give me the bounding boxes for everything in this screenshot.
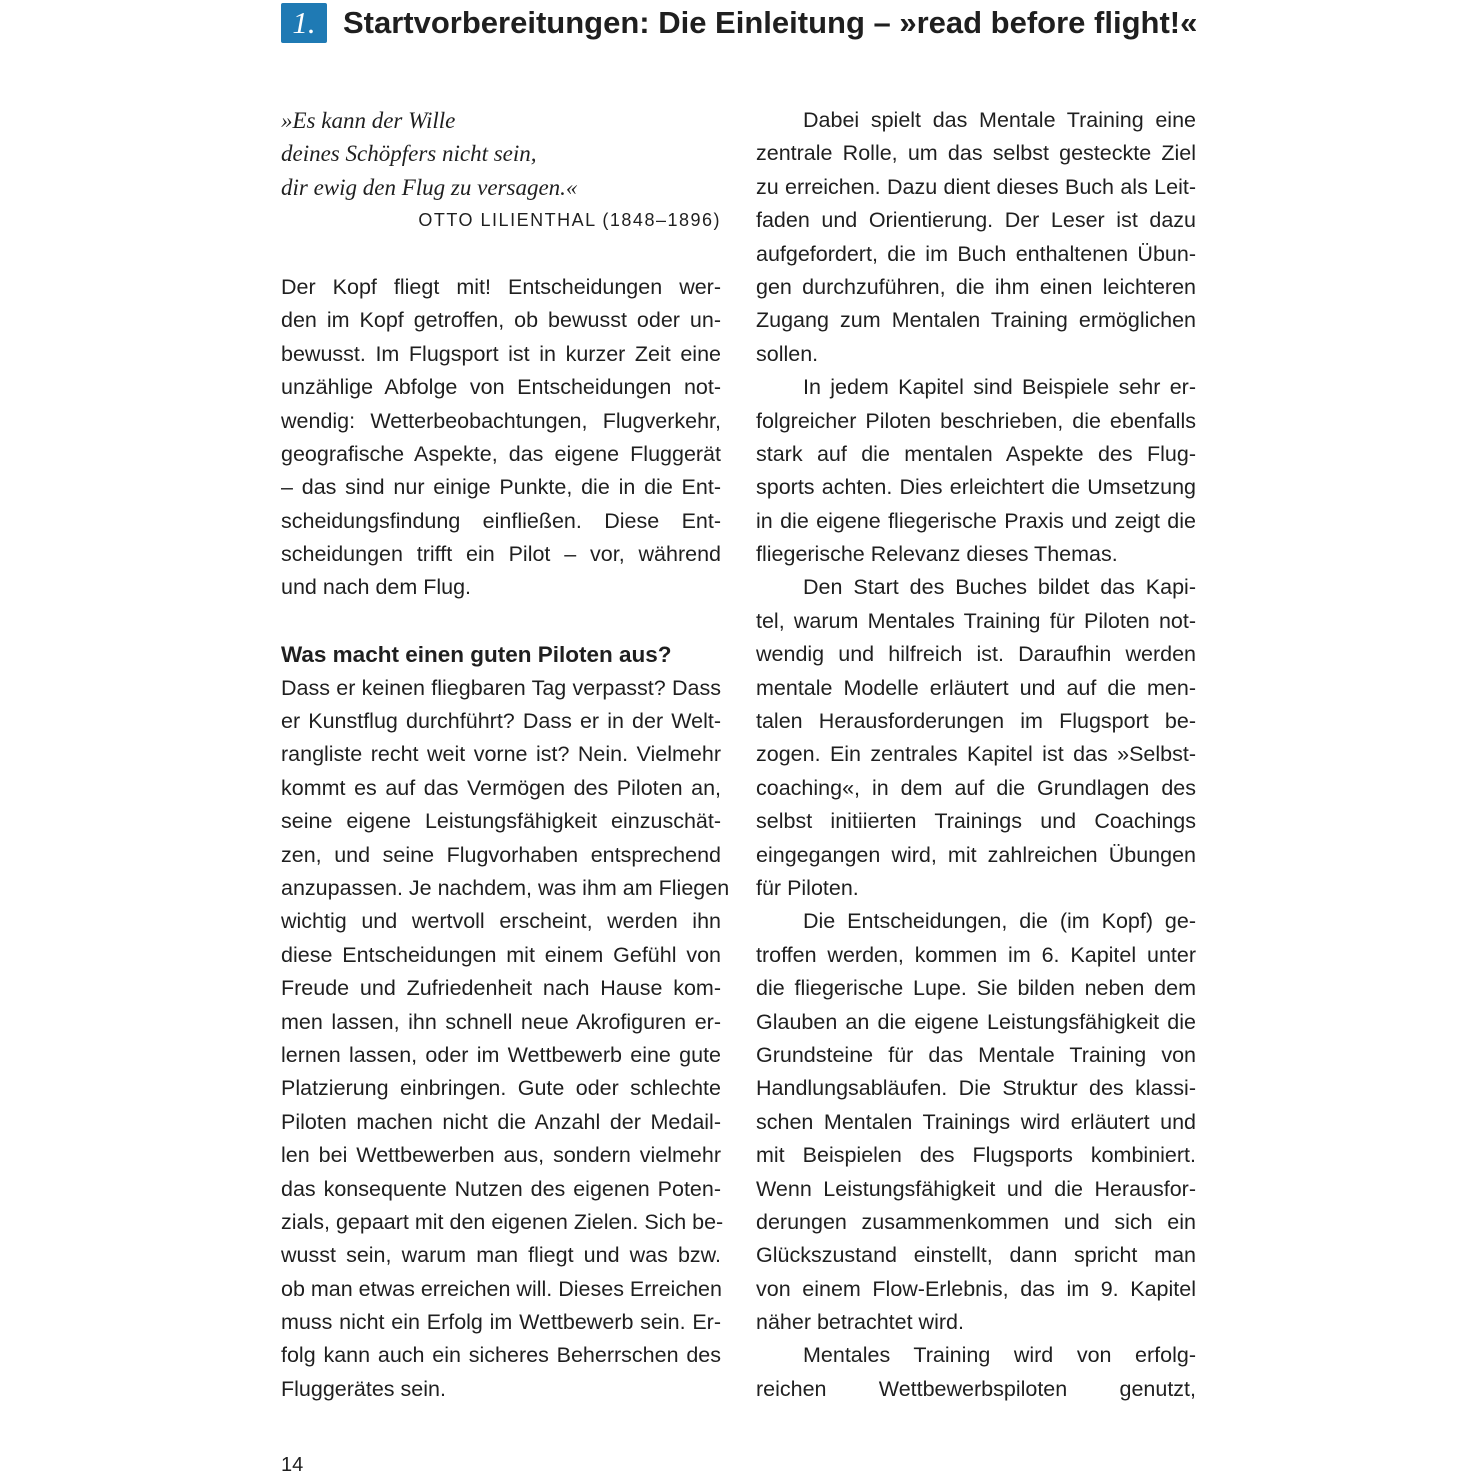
text-line: Grundsteine für das Mentale Training von bbox=[756, 1042, 1196, 1067]
text-line: reichen Wettbewerbspiloten genutzt, bbox=[756, 1376, 1196, 1401]
text-line: Mentales Training wird von erfolg- bbox=[803, 1343, 1196, 1368]
text-line: Dass er keinen fliegbaren Tag verpasst? Dass bbox=[281, 675, 721, 700]
chapter-title: Startvorbereitungen: Die Einleitung – »read before flight!« bbox=[343, 5, 1198, 40]
intro-paragraph bbox=[281, 271, 721, 605]
text-line: näher betrachtet wird. bbox=[756, 1310, 964, 1335]
text-line: Piloten machen nicht die Anzahl der Medail- bbox=[281, 1109, 721, 1134]
text-line: Glauben an die eigene Leistungsfähigkeit die bbox=[756, 1009, 1196, 1034]
text-line: zogen. Ein zentrales Kapitel ist das »Selbst- bbox=[756, 742, 1196, 767]
text-line: von einem Flow-Erlebnis, das im 9. Kapitel bbox=[756, 1276, 1196, 1301]
text-line: wendig und hilfreich ist. Daraufhin werden bbox=[756, 642, 1196, 667]
text-line: tel, warum Mentales Training für Piloten not- bbox=[756, 608, 1196, 633]
text-line: scheidungen trifft ein Pilot – vor, während bbox=[281, 542, 721, 567]
text-line: kommt es auf das Vermögen des Piloten an, bbox=[281, 775, 721, 800]
text-line: aufgefordert, die im Buch enthaltenen Übun- bbox=[756, 241, 1196, 266]
epigraph-author: OTTO LILIENTHAL (1848–1896) bbox=[418, 210, 721, 231]
left-column bbox=[281, 104, 730, 1406]
text-line: zentrale Rolle, um das selbst gesteckte Ziel bbox=[756, 141, 1196, 166]
text-line: zials, gepaart mit den eigenen Zielen. Sich be- bbox=[281, 1209, 724, 1234]
text-line: mentale Modelle erläutert und auf die men- bbox=[756, 675, 1196, 700]
text-line: Glückszustand einstellt, dann spricht man bbox=[756, 1243, 1196, 1268]
text-line: scheidungsfindung einfließen. Diese Ent- bbox=[281, 508, 721, 533]
text-line: schen Mentalen Trainings wird erläutert und bbox=[756, 1109, 1196, 1134]
text-line: sports achten. Dies erleichtert die Umsetzung bbox=[756, 475, 1196, 500]
body-paragraph bbox=[281, 672, 730, 1407]
page-number: 14 bbox=[281, 1454, 304, 1476]
section-heading: Was macht einen guten Piloten aus? bbox=[281, 642, 672, 668]
text-line: für Piloten. bbox=[756, 875, 859, 900]
text-line: folgreicher Piloten beschrieben, die ebenfalls bbox=[756, 408, 1196, 433]
text-line: bewusst. Im Flugsport ist in kurzer Zeit eine bbox=[281, 341, 721, 366]
text-line: men lassen, ihn schnell neue Akrofiguren er- bbox=[281, 1009, 721, 1034]
text-line: derungen zusammenkommen und sich ein bbox=[756, 1209, 1196, 1234]
text-line: geografische Aspekte, das eigene Fluggerät bbox=[281, 441, 721, 466]
text-line: Handlungsabläufen. Die Struktur des klassi- bbox=[756, 1076, 1196, 1101]
text-line: troffen werden, kommen im 6. Kapitel unter bbox=[756, 942, 1196, 967]
text-line: talen Herausforderungen im Flugsport be- bbox=[756, 709, 1196, 734]
text-line: mit Beispielen des Flugsports kombiniert. bbox=[756, 1143, 1196, 1168]
text-line: selbst initiierten Trainings und Coachings bbox=[756, 809, 1196, 834]
text-line: das konsequente Nutzen des eigenen Poten- bbox=[281, 1176, 721, 1201]
text-line: diese Entscheidungen mit einem Gefühl von bbox=[281, 942, 721, 967]
text-line: wendig: Wetterbeobachtungen, Flugverkehr, bbox=[281, 408, 721, 433]
text-line: Zugang zum Mentalen Training ermöglichen bbox=[756, 308, 1196, 333]
text-line: Wenn Leistungsfähigkeit und die Herausfor- bbox=[756, 1176, 1196, 1201]
text-line: Die Entscheidungen, die (im Kopf) ge- bbox=[803, 909, 1196, 934]
epigraph-line: deines Schöpfers nicht sein, bbox=[281, 141, 537, 167]
text-line: len bei Wettbewerben aus, sondern vielmehr bbox=[281, 1143, 721, 1168]
text-line: – das sind nur einige Punkte, die in die Ent- bbox=[281, 475, 721, 500]
text-line: Freude und Zufriedenheit nach Hause kom- bbox=[281, 976, 721, 1001]
text-line: er Kunstflug durchführt? Dass er in der Welt- bbox=[281, 709, 721, 734]
text-line: faden und Orientierung. Der Leser ist dazu bbox=[756, 208, 1196, 233]
text-line: zen, und seine Flugvorhaben entsprechend bbox=[281, 842, 721, 867]
text-line: wichtig und wertvoll erscheint, werden ihn bbox=[281, 909, 721, 934]
text-line: coaching«, in dem auf die Grundlagen des bbox=[756, 775, 1196, 800]
text-line: In jedem Kapitel sind Beispiele sehr er- bbox=[803, 375, 1196, 400]
text-line: die fliegerische Lupe. Sie bilden neben dem bbox=[756, 976, 1196, 1001]
text-line: Den Start des Buches bildet das Kapi- bbox=[803, 575, 1196, 600]
epigraph-line: dir ewig den Flug zu versagen.« bbox=[281, 174, 578, 200]
text-line: eingegangen wird, mit zahlreichen Übungen bbox=[756, 842, 1196, 867]
text-line: zu erreichen. Dazu dient dieses Buch als Leit- bbox=[756, 174, 1196, 199]
text-line: rangliste recht weit vorne ist? Nein. Vielmehr bbox=[281, 742, 721, 767]
text-line: anzupassen. Je nachdem, was ihm am Fliegen bbox=[281, 875, 730, 900]
text-line: folg kann auch ein sicheres Beherrschen des bbox=[281, 1343, 721, 1368]
text-line: in die eigene fliegerische Praxis und zeigt die bbox=[756, 508, 1196, 533]
right-column bbox=[756, 104, 1196, 1406]
text-line: sollen. bbox=[756, 341, 819, 366]
text-line: stark auf die mentalen Aspekte des Flug- bbox=[756, 441, 1196, 466]
epigraph bbox=[281, 104, 721, 204]
text-line: Der Kopf fliegt mit! Entscheidungen wer- bbox=[281, 274, 721, 299]
text-line: wusst sein, warum man fliegt und was bzw. bbox=[281, 1243, 721, 1268]
text-line: Platzierung einbringen. Gute oder schlechte bbox=[281, 1076, 721, 1101]
text-line: unzählige Abfolge von Entscheidungen not- bbox=[281, 375, 721, 400]
text-line: muss nicht ein Erfolg im Wettbewerb sein. Er- bbox=[281, 1310, 721, 1335]
text-line: gen durchzuführen, die ihm einen leichteren bbox=[756, 274, 1196, 299]
text-line: den im Kopf getroffen, ob bewusst oder un- bbox=[281, 308, 721, 333]
text-line: ob man etwas erreichen will. Dieses Erreichen bbox=[281, 1276, 722, 1301]
text-line: und nach dem Flug. bbox=[281, 575, 472, 600]
text-line: fliegerische Relevanz dieses Themas. bbox=[756, 542, 1118, 567]
text-line: lernen lassen, oder im Wettbewerb eine gute bbox=[281, 1042, 721, 1067]
text-line: Dabei spielt das Mentale Training eine bbox=[803, 108, 1196, 132]
chapter-number-badge: 1. bbox=[281, 3, 327, 43]
epigraph-line: »Es kann der Wille bbox=[281, 108, 456, 133]
text-line: seine eigene Leistungsfähigkeit einzuschät- bbox=[281, 809, 721, 834]
text-line: Fluggerätes sein. bbox=[281, 1376, 446, 1401]
